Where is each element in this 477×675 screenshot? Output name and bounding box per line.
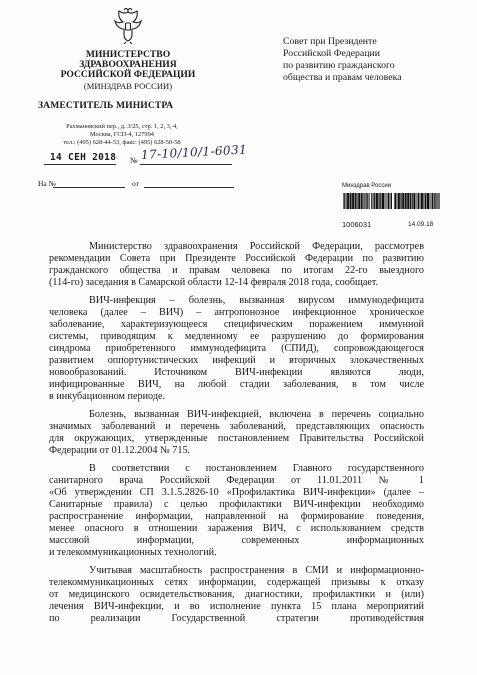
position-title: ЗАМЕСТИТЕЛЬ МИНИСТРА [38,100,174,111]
body-line: санитарного врача Российской Федерации от 11.01.2011 № 1 [49,475,424,486]
body-line: и телекоммуникационных технологий. [49,547,217,558]
address-line1: Рахмановский пер., д. 3/25, стр. 1, 2, 3, 4, [66,123,178,130]
body-line: В соответствии с постановлением Главного государственного [89,463,424,474]
number-underline [140,164,232,165]
addressee-line1: Совет при Президенте [283,36,377,47]
body-line: Министерство здравоохранения Российской Федерации, рассмотрев [89,241,424,252]
body-line: Санитарные правила) с целью профилактики ВИЧ-инфекции необходимо [49,499,424,510]
addressee-line3: по развитию гражданского [283,60,395,71]
body-line: синдрома приобретенного иммунодефицита (СПИД), сопровождающегося [49,343,424,354]
body-line: заболевание, характеризующееся специфическим поражением иммунной [49,319,424,330]
org-name-line3: РОССИЙСКОЙ ФЕДЕРАЦИИ [60,69,196,80]
coat-of-arms-emblem [113,8,143,44]
handwritten-reference-number: 17-10/10/1-6031 [140,142,248,162]
body-line: «Об утверждении СП 3.1.5.2826-10 «Профилактика ВИЧ-инфекции» (далее – [49,487,424,498]
org-short-name: (МИНЗДРАВ РОССИИ) [83,81,173,91]
addressee-line4: общества и правам человека [283,72,402,83]
org-name-line1: МИНИСТЕРСТВО [85,49,171,60]
body-line: массовой информации, современных информационных [49,535,424,546]
number-sign: № [130,156,138,165]
registration-date: 14.09.18 [408,221,434,228]
registration-number: 1006031 [342,220,372,229]
body-line: по реализации Государственной стратегии противодействия [49,613,424,624]
body-line: рекомендации Совета при Президенте Российской Федерации по развитию [49,253,424,264]
date-underline [44,164,116,165]
address-line2: Москва, ГСП-4, 127994 [90,131,154,138]
body-line: развитием оппортунистических инфекций и вторичных злокачественных [49,355,424,366]
body-line: гражданского общества и правам человека по итогам 22-го выездного [49,265,424,276]
addressee-line2: Российской Федерации [283,48,380,59]
body-line: Учитывая масштабность распространения в СМИ и информационно- [89,565,424,576]
registration-label: Минздрав России [342,183,392,189]
body-line: (114-го) заседания в Самарской области 12-14 февраля 2018 года, сообщает. [49,277,379,288]
body-line: новообразований. Источником ВИЧ-инфекции являются люди, [49,367,424,378]
body-line: Федерации от 01.12.2004 № 715. [49,445,191,456]
reply-number-underline [53,187,125,188]
org-name-line2: ЗДРАВООХРАНЕНИЯ [79,59,177,70]
reply-date-underline [144,187,234,188]
date-stamp: 14 СЕН 2018 [50,152,117,163]
in-reply-to-label: На № [38,179,56,188]
body-line: системы, приводящим к медленному ее разрушению до формирования [49,331,424,342]
body-line: лечения ВИЧ-инфекции, и во исполнение пункта 15 плана мероприятий [49,601,424,612]
registration-barcode [342,193,440,209]
body-line: человека (далее – ВИЧ) – антропонозное инфекционное хроническое [49,307,424,318]
body-line: менее опасного в отношении заражения ВИЧ, с использованием средств [49,523,424,534]
body-line: в инкубационном периоде. [49,391,166,402]
body-line: распространение информации, направленной на формирование поведения, [49,511,424,522]
body-line: для окружающих, утвержденные постановлением Правительства Российской [49,433,424,444]
body-line: от медицинского освидетельствования, диагностики, профилактики и (или) [49,589,424,600]
body-line: значимых заболеваний и перечень заболеваний, представляющих опасность [49,421,424,432]
body-line: телекоммуникационных сетях информации, содержащей призывы к отказу [49,577,424,588]
body-line: ВИЧ-инфекция – болезнь, вызванная вирусом иммунодефицита [89,295,424,306]
address-phone-fax: тел.: (495) 628-44-53, факс: (495) 628-50-58 [63,139,181,146]
body-line: инфицированные ВИЧ, на любой стадии заболевания, в том числе [49,379,424,390]
from-date-label: от [132,179,139,188]
body-line: Болезнь, вызванная ВИЧ-инфекцией, включена в перечень социально [89,409,424,420]
